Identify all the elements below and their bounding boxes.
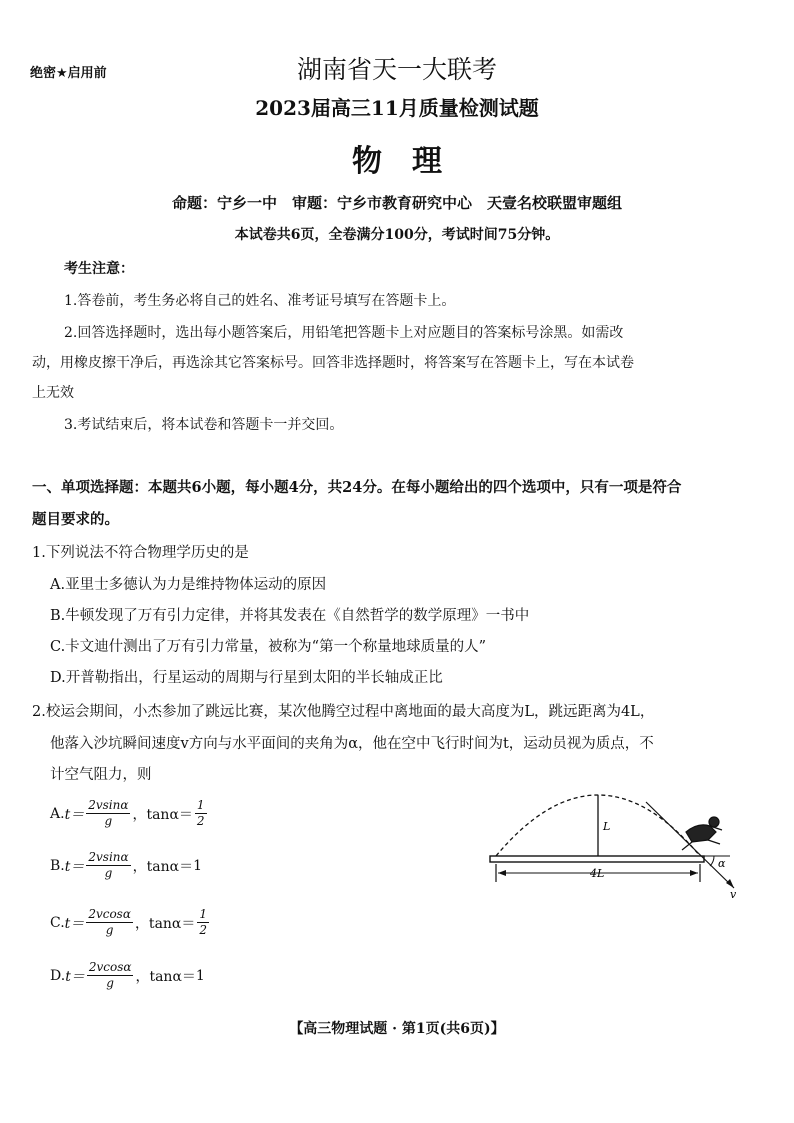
option-lhs: t＝ [64,806,85,823]
notice-item-3: 3.考试结束后，将本试卷和答题卡一并交回。 [64,417,344,433]
exam-info: 本试卷共6页，全卷满分100分，考试时间75分钟。 [234,227,560,243]
tan-fraction [195,798,207,829]
notice-item-1: 1.答卷前，考生务必将自己的姓名、准考证号填写在答题卡上。 [64,293,456,309]
distance-label: 4L [590,867,605,880]
notice-item-2-line-2: 动，用橡皮擦干净后，再选涂其它答案标号。回答非选择题时，将答案写在答题卡上，写在本试卷 [32,355,634,371]
exam-title: 2023届高三11月质量检测试题 [255,96,539,120]
fraction-denominator: g [106,976,114,990]
option-label: D. [50,967,66,984]
option-mid: ，tanα＝ [135,968,196,985]
section-1-instructions-cont: 题目要求的。 [32,511,119,528]
velocity-label: v [730,888,737,900]
question-2-option-a [50,798,209,829]
distance-arrow-left [498,870,506,876]
angle-label: α [718,857,726,870]
option-lhs: t＝ [65,968,85,985]
jumper-figure [682,817,722,850]
question-2-option-b [50,850,202,881]
tan-value: 1 [193,857,203,874]
option-label: B. [50,857,65,874]
question-2-stem-line-2: 他落入沙坑瞬间速度v方向与水平面间的夹角为α，他在空中飞行时间为t，运动员视为质点，不 [50,736,654,752]
subject-title: 物 理 [352,144,442,179]
fraction-numerator: 1 [199,907,208,921]
authors-line: 命题：宁乡一中 审题：宁乡市教育研究中心 天壹名校联盟审题组 [171,194,622,212]
notice-heading: 考生注意： [64,261,134,277]
fraction-numerator: 2vcosα [88,960,132,974]
question-2-option-d [50,960,205,991]
time-fraction [86,798,130,829]
exam-organizer-title: 湖南省天一大联考 [296,55,497,84]
tan-value: 1 [195,967,205,984]
option-lhs: t＝ [64,915,85,932]
option-label: A. [50,805,65,822]
fraction-numerator: 2vsinα [88,798,129,812]
option-mid: ，tanα＝ [132,806,193,823]
tan-fraction [197,907,209,938]
question-2-stem-line-1: 2.校运会期间，小杰参加了跳远比赛，某次他腾空过程中离地面的最大高度为L，跳远距离为4L， [32,704,655,720]
notice-item-2-line-3: 上无效 [32,385,74,401]
time-fraction [86,850,130,881]
question-1-stem: 1.下列说法不符合物理学历史的是 [32,545,249,561]
fraction-denominator: 2 [196,814,205,828]
confidential-mark: 绝密★启用前 [30,66,107,81]
fraction-denominator: g [104,814,113,828]
page-footer: 【高三物理试题 · 第1页(共6页)】 [289,1021,505,1037]
distance-arrow-right [690,870,698,876]
fraction-denominator: g [105,923,114,937]
notice-item-2-line-1: 2.回答选择题时，选出每小题答案后，用铅笔把答题卡上对应题目的答案标号涂黑。如需改 [64,325,624,341]
option-mid: ，tanα＝ [132,858,194,875]
section-1-instructions: 一、单项选择题：本题共6小题，每小题4分，共24分。在每小题给出的四个选项中，只有一项是符合 [32,479,682,496]
height-label: L [603,820,611,833]
option-mid: ，tanα＝ [134,915,196,932]
fraction-denominator: g [104,866,113,880]
question-1-option-c: C.卡文迪什测出了万有引力常量，被称为“第一个称量地球质量的人” [50,639,487,655]
long-jump-diagram [486,770,746,900]
fraction-denominator: 2 [199,923,208,937]
ground-platform [490,856,704,862]
question-1-option-b: B.牛顿发现了万有引力定律，并将其发表在《自然哲学的数学原理》一书中 [50,608,530,624]
question-2-stem-line-3: 计空气阻力，则 [50,767,152,783]
option-label: C. [50,914,65,931]
question-1-option-d: D.开普勒指出，行星运动的周期与行星到太阳的半长轴成正比 [50,670,443,686]
option-lhs: t＝ [64,858,85,875]
question-2-option-c [50,907,211,938]
fraction-numerator: 2vsinα [88,850,129,864]
question-1-option-a: A.亚里士多德认为力是维持物体运动的原因 [50,577,327,593]
fraction-numerator: 1 [196,798,205,812]
velocity-arrow [726,879,734,888]
time-fraction [87,960,134,991]
time-fraction [86,907,133,938]
fraction-numerator: 2vcosα [88,907,131,921]
